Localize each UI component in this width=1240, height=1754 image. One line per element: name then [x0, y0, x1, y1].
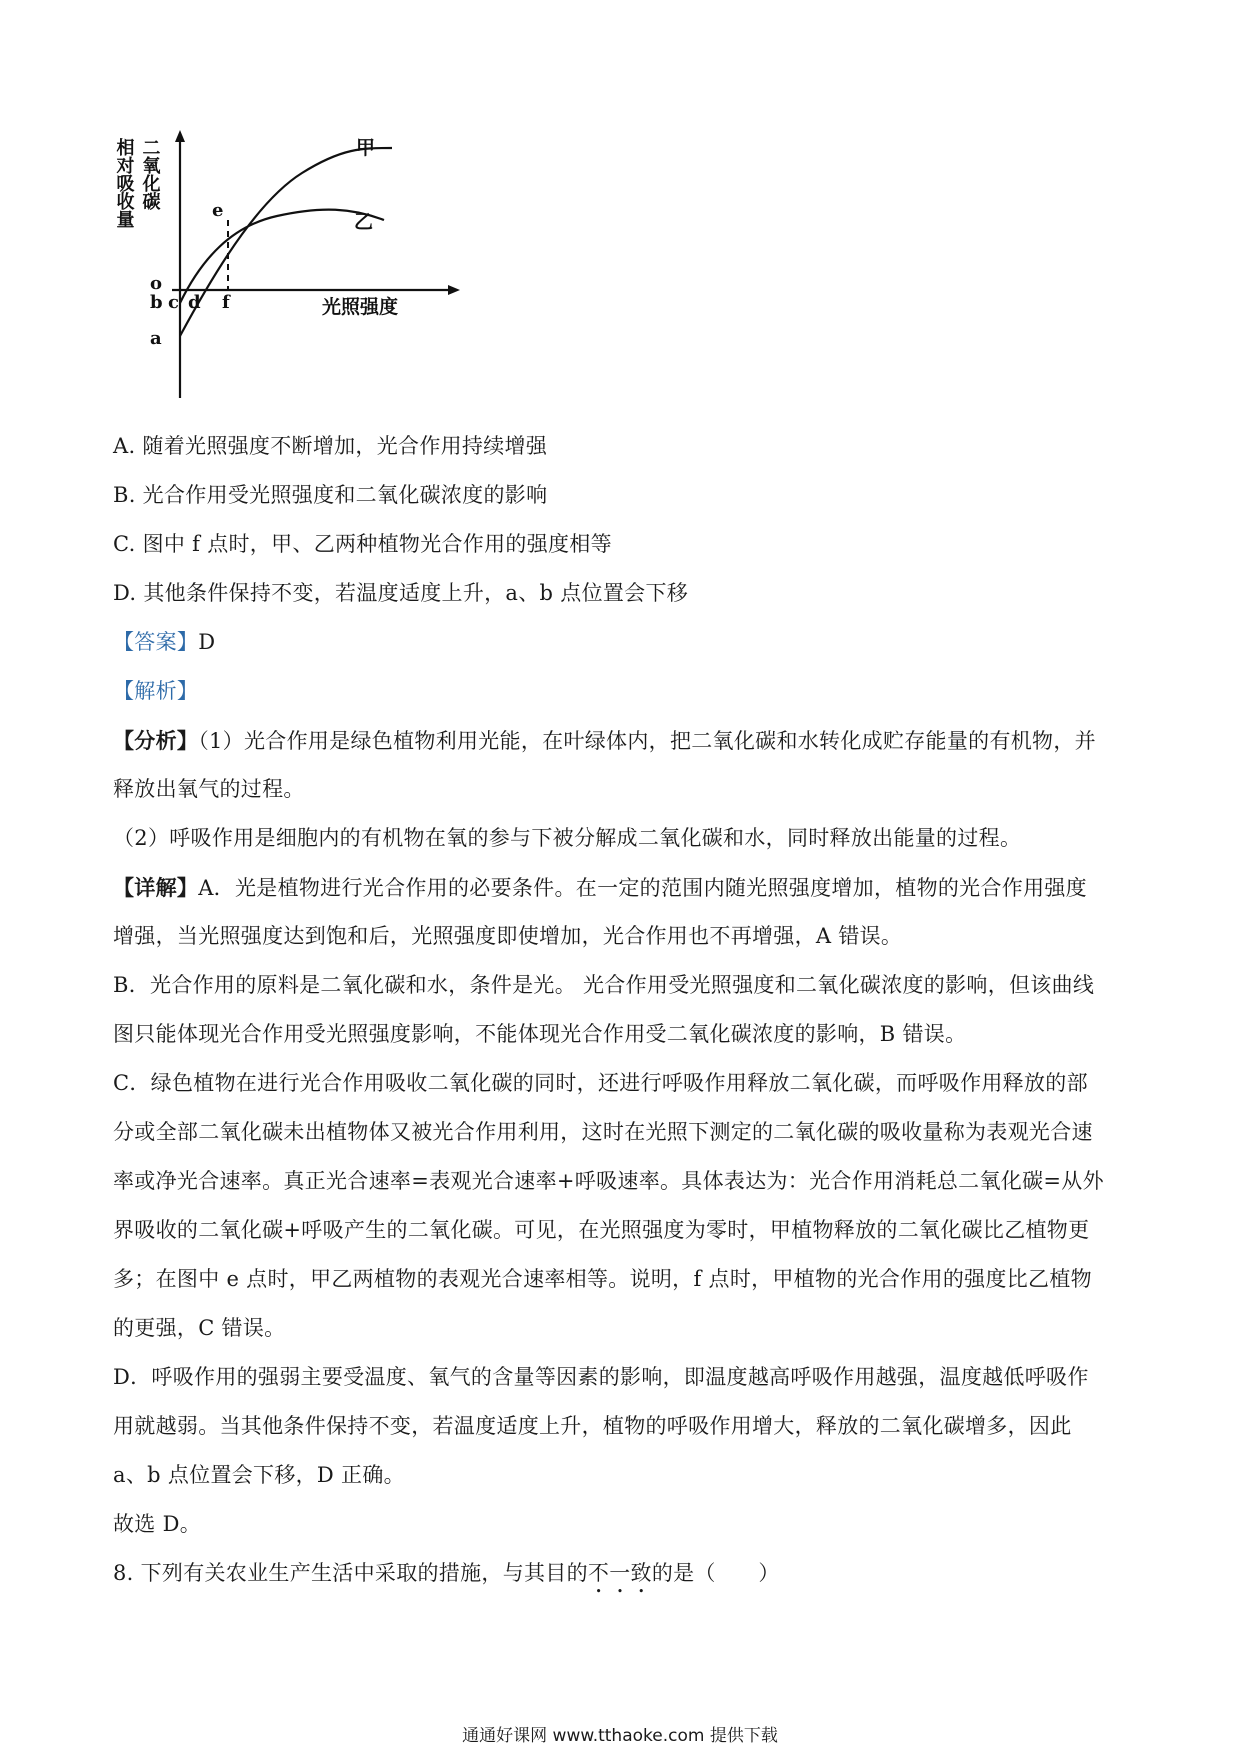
answer-value: D: [198, 630, 216, 654]
footer-watermark: 通通好课网 www.tthaoke.com 提供下载: [462, 1726, 778, 1746]
analysis-heading: [113, 667, 1133, 716]
answer-line: [113, 618, 1133, 667]
curve-jia-label: 甲: [356, 137, 376, 159]
question-8: [113, 1549, 1133, 1598]
point-c-label: c: [168, 292, 179, 313]
fenxi-tag: 【分析】: [113, 728, 199, 753]
x-axis-label: 光照强度: [322, 296, 399, 318]
option-d: D. 其他条件保持不变，若温度适度上升，a、b 点位置会下移: [113, 581, 689, 605]
xiangjie-line-c5: 多；在图中 e 点时，甲乙两植物的表观光合速率相等。说明，f 点时，甲植物的光合作用的强度比乙植物: [113, 1267, 1092, 1291]
option-c: C. 图中 f 点时，甲、乙两种植物光合作用的强度相等: [113, 532, 612, 556]
xiangjie-line-a2: 增强，当光照强度达到饱和后，光照强度即使增加，光合作用也不再增强，A 错误。: [113, 924, 903, 948]
point-d-label: d: [188, 292, 201, 313]
question-8-emphasis: 不一致: [587, 1561, 652, 1585]
xiangjie-line-b1: B．光合作用的原料是二氧化碳和水，条件是光。 光合作用受光照强度和二氧化碳浓度的影响，但该曲线: [113, 973, 1095, 997]
xiangjie-line-d2: 用就越弱。当其他条件保持不变，若温度适度上升，植物的呼吸作用增大，释放的二氧化碳增多，因此: [113, 1414, 1072, 1438]
option-a: A. 随着光照强度不断增加，光合作用持续增强: [113, 434, 548, 458]
fenxi-line-1: [113, 716, 1133, 765]
option-b: B. 光合作用受光照强度和二氧化碳浓度的影响: [113, 483, 548, 507]
text-body: [113, 422, 1133, 1598]
curve-yi-label: 乙: [354, 211, 374, 233]
xiangjie-line-c2: 分或全部二氧化碳未出植物体又被光合作用利用，这时在光照下测定的二氧化碳的吸收量称为表观光合速: [113, 1120, 1093, 1144]
fenxi-text-1: （1）光合作用是绿色植物利用光能，在叶绿体内，把二氧化碳和水转化成贮存能量的有机物，并: [198, 729, 1096, 753]
point-e-label: e: [212, 200, 224, 221]
xiangjie-line-c6: 的更强，C 错误。: [113, 1316, 286, 1340]
xiangjie-line-d3: a、b 点位置会下移，D 正确。: [113, 1463, 405, 1487]
analysis-tag: 【解析】: [113, 679, 199, 703]
fenxi-line-3: （2）呼吸作用是细胞内的有机物在氧的参与下被分解成二氧化碳和水，同时释放出能量的过程。: [113, 826, 1022, 850]
co2-absorption-graph: [112, 108, 482, 408]
point-b-label: b: [150, 292, 163, 313]
point-f-label: f: [222, 292, 230, 313]
xiangjie-line-c3: 率或净光合速率。真正光合速率=表观光合速率+呼吸速率。具体表达为：光合作用消耗总二氧化碳=从外: [113, 1169, 1104, 1193]
point-o-label: o: [150, 273, 163, 294]
xiangjie-line-d1: D．呼吸作用的强弱主要受温度、氧气的含量等因素的影响，即温度越高呼吸作用越强，温度越低呼吸作: [113, 1365, 1089, 1389]
xiangjie-line-c4: 界吸收的二氧化碳+呼吸产生的二氧化碳。可见，在光照强度为零时，甲植物释放的二氧化碳比乙植物更: [113, 1218, 1090, 1242]
y-axis-label-col1: 相对吸收量: [113, 138, 135, 228]
point-a-label: a: [150, 328, 162, 349]
question-8-suffix: 的是（ ）: [651, 1561, 780, 1585]
y-axis-arrow: [175, 130, 185, 142]
xiangjie-line-c1: C．绿色植物在进行光合作用吸收二氧化碳的同时，还进行呼吸作用释放二氧化碳，而呼吸作用释放的部: [113, 1071, 1088, 1095]
fenxi-line-2: 释放出氧气的过程。: [113, 777, 305, 801]
answer-tag: 【答案】: [113, 630, 199, 654]
question-8-prefix: 8. 下列有关农业生产生活中采取的措施，与其目的: [113, 1561, 588, 1585]
xiangjie-line-b2: 图只能体现光合作用受光照强度影响，不能体现光合作用受二氧化碳浓度的影响，B 错误。: [113, 1022, 967, 1046]
x-axis-arrow: [448, 285, 460, 295]
y-axis-label-col2: 二氧化碳: [139, 138, 161, 210]
xiangjie-tag: 【详解】: [113, 875, 199, 900]
xiangjie-line-a1: [113, 863, 1133, 912]
xiangjie-text-a1: A．光是植物进行光合作用的必要条件。在一定的范围内随光照强度增加，植物的光合作用强度: [198, 876, 1087, 900]
conclusion-line: 故选 D。: [113, 1512, 202, 1536]
